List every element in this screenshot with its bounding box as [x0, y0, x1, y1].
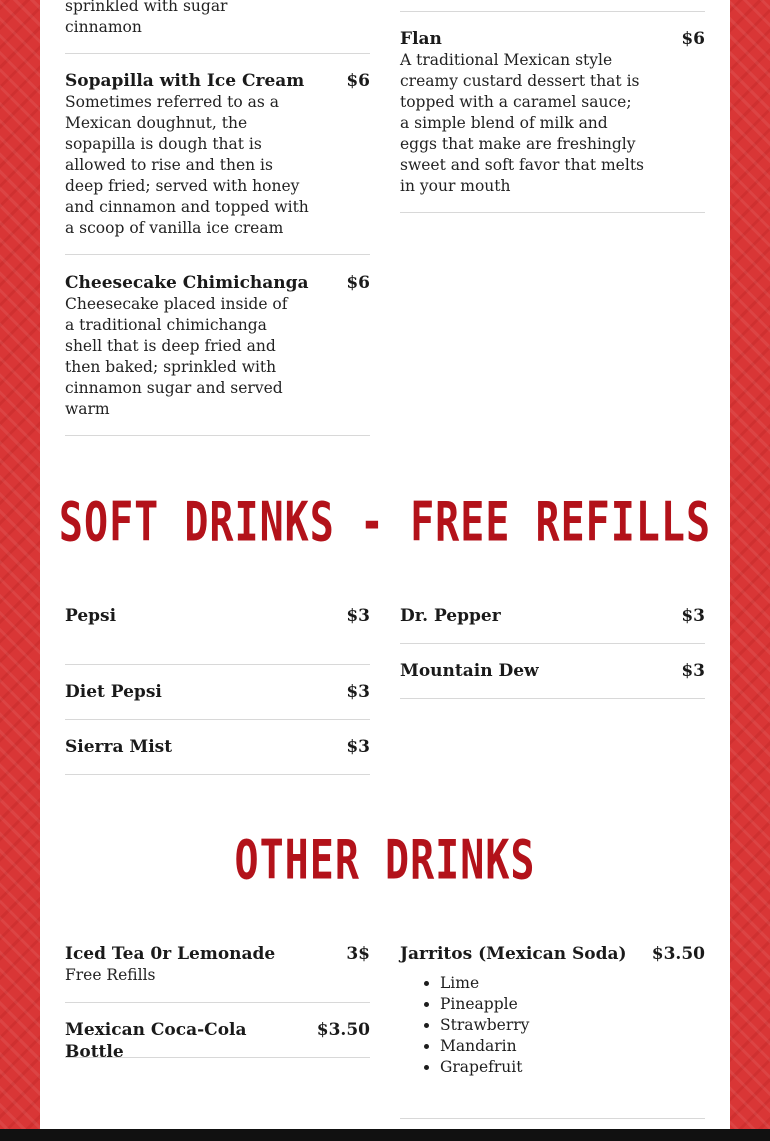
- list-item: • Strawberry: [440, 1015, 705, 1036]
- menu-item-partial: [65, 0, 370, 54]
- item-name: Mountain Dew: [400, 661, 539, 681]
- section-title-soft-drinks: SOFT DRINKS - FREE REFILLS: [58, 491, 712, 555]
- item-price: $3: [346, 682, 370, 702]
- item-name: Mexican Coca-Cola Bottle: [65, 1020, 247, 1062]
- item-price: $3: [681, 661, 705, 681]
- item-name: Diet Pepsi: [65, 682, 162, 702]
- item-description: sprinkled with sugar cinnamon: [65, 0, 228, 36]
- item-description: Sometimes referred to as a Mexican doughnut, the sopapilla is dough that is allowed to rise and then is deep fried; served with honey and cinnamon and topped with a scoop of vanilla ice cream: [65, 93, 309, 237]
- menu-item-sierra-mist: [65, 736, 370, 775]
- item-name: Jarritos (Mexican Soda): [400, 944, 627, 964]
- bottom-bar: [0, 1129, 770, 1141]
- item-description: Cheesecake placed inside of a traditional chimichanga shell that is deep fried and then baked; sprinkled with cinnamon sugar and served warm: [65, 295, 288, 418]
- item-price: $6: [346, 71, 370, 91]
- menu-item-jarritos: [400, 943, 705, 1119]
- item-name: Sierra Mist: [65, 737, 173, 757]
- menu-item-diet-pepsi: [65, 681, 370, 720]
- item-name: Pepsi: [65, 606, 117, 626]
- item-name: Cheesecake Chimichanga: [65, 273, 309, 293]
- item-price: $6: [346, 273, 370, 293]
- menu-item-pepsi: [65, 605, 370, 665]
- item-price: $6: [681, 29, 705, 49]
- list-item: • Mandarin: [440, 1036, 705, 1057]
- item-price: 3$: [346, 944, 370, 964]
- section-title-other-drinks: OTHER DRINKS: [234, 829, 536, 893]
- item-name: Flan: [400, 29, 442, 49]
- item-price: $3: [681, 606, 705, 626]
- item-price: $3: [346, 606, 370, 626]
- menu-item-mexican-coca-cola: [65, 1019, 370, 1062]
- item-description: A traditional Mexican style creamy custard dessert that is topped with a caramel sauce; a simple blend of milk and eggs that make are freshingly sweet and soft favor that melts in your mouth: [400, 51, 644, 195]
- item-price: $3.50: [651, 944, 705, 964]
- item-price: $3: [346, 737, 370, 757]
- item-description: Free Refills: [65, 966, 156, 984]
- item-name: Dr. Pepper: [400, 606, 501, 626]
- menu-item-iced-tea: [65, 943, 370, 1003]
- list-item: • Lime: [440, 973, 705, 994]
- item-name: Iced Tea 0r Lemonade: [65, 944, 276, 964]
- divider: [400, 11, 705, 12]
- item-price: $3.50: [316, 1020, 370, 1040]
- list-item: • Grapefruit: [440, 1057, 705, 1078]
- menu-item-flan: [400, 28, 705, 213]
- menu-item-sopapilla: [65, 70, 370, 255]
- list-item: • Pineapple: [440, 994, 705, 1015]
- menu-item-mountain-dew: [400, 660, 705, 699]
- flavor-list: [400, 973, 705, 1078]
- item-name: Sopapilla with Ice Cream: [65, 71, 305, 91]
- menu-item-dr-pepper: [400, 605, 705, 644]
- menu-item-cheesecake-chimichanga: [65, 272, 370, 436]
